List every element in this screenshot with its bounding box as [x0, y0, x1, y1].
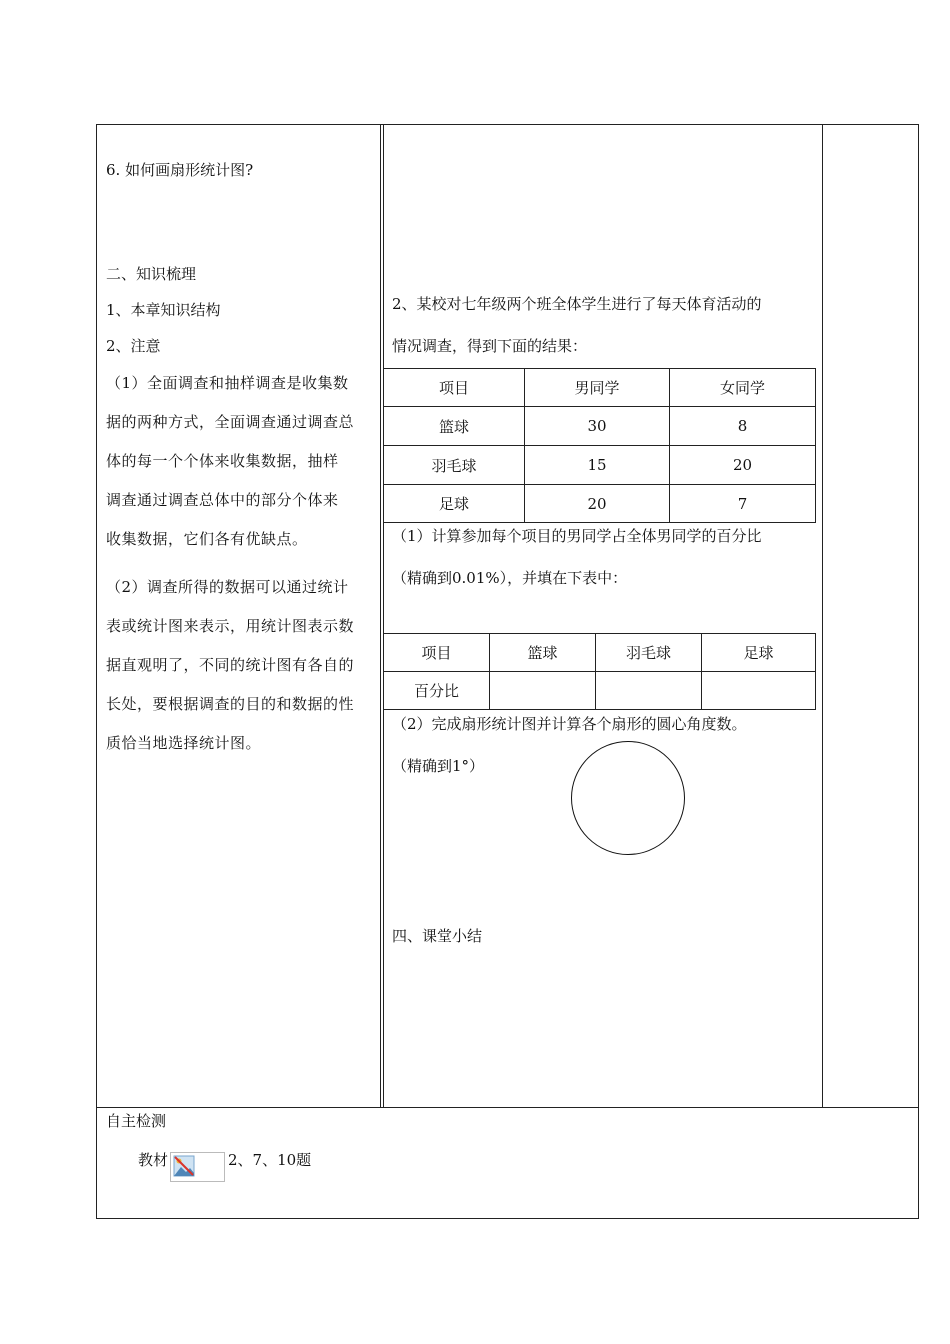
section-knowledge-title: 二、知识梳理	[106, 265, 197, 283]
column-divider-left-b	[383, 124, 384, 1108]
note-1-paragraph	[106, 364, 354, 559]
table-row-label: 百分比	[384, 672, 490, 710]
percentage-cell-basketball[interactable]	[490, 672, 596, 710]
table-header-cell: 篮球	[490, 634, 596, 672]
table-row	[384, 446, 816, 485]
item-notes: 2、注意	[106, 337, 161, 355]
table-cell: 羽毛球	[384, 446, 525, 485]
table-header-row	[384, 634, 816, 672]
subquestion-1-line-1: （1）计算参加每个项目的男同学占全体男同学的百分比	[392, 527, 762, 545]
percentage-table	[383, 633, 816, 710]
item-structure: 1、本章知识结构	[106, 301, 221, 319]
section-summary-title: 四、课堂小结	[392, 927, 483, 945]
note-1-line: 收集数据，它们各有优缺点。	[106, 530, 308, 548]
table-cell: 30	[525, 407, 670, 446]
table-cell: 8	[670, 407, 816, 446]
table-row	[384, 672, 816, 710]
note-2-paragraph	[106, 568, 354, 763]
table-cell: 20	[670, 446, 816, 485]
self-check-title: 自主检测	[106, 1112, 167, 1130]
table-cell: 15	[525, 446, 670, 485]
subquestion-2-line-2: （精确到1°）	[392, 757, 485, 775]
table-cell: 篮球	[384, 407, 525, 446]
question-6: 6. 如何画扇形统计图?	[106, 161, 254, 179]
table-cell: 7	[670, 485, 816, 523]
subquestion-2-line-1: （2）完成扇形统计图并计算各个扇形的圆心角度数。	[392, 715, 747, 733]
textbook-problems: 2、7、10题	[228, 1151, 312, 1169]
column-divider-left-a	[380, 124, 381, 1108]
note-2-line: 长处，要根据调查的目的和数据的性	[106, 695, 355, 713]
table-header-cell: 项目	[384, 634, 490, 672]
question-2-line-2: 情况调查，得到下面的结果：	[392, 337, 588, 355]
subquestion-1-line-2: （精确到0.01%），并填在下表中：	[392, 569, 628, 587]
note-2-line: 表或统计图来表示，用统计图表示数	[106, 617, 355, 635]
row-divider	[96, 1107, 919, 1108]
table-header-cell: 女同学	[670, 369, 816, 407]
note-2-line: 质恰当地选择统计图。	[106, 734, 262, 752]
textbook-prefix: 教材	[138, 1151, 169, 1169]
note-1-line: 体的每一个个体来收集数据，抽样	[106, 452, 339, 470]
percentage-cell-badminton[interactable]	[596, 672, 702, 710]
question-2-line-1: 2、某校对七年级两个班全体学生进行了每天体育活动的	[392, 295, 762, 313]
table-header-row	[384, 369, 816, 407]
note-1-line: 据的两种方式，全面调查通过调查总	[106, 413, 355, 431]
broken-image-icon-graphic	[173, 1155, 195, 1177]
note-1-line: （1）全面调查和抽样调查是收集数	[106, 374, 349, 392]
broken-image-icon	[170, 1152, 225, 1182]
table-header-cell: 男同学	[525, 369, 670, 407]
table-header-cell: 项目	[384, 369, 525, 407]
note-1-line: 调查通过调查总体中的部分个体来	[106, 491, 339, 509]
column-divider-right	[822, 124, 823, 1108]
table-row	[384, 485, 816, 523]
table-header-cell: 羽毛球	[596, 634, 702, 672]
percentage-cell-football[interactable]	[702, 672, 816, 710]
table-row	[384, 407, 816, 446]
survey-results-table	[383, 368, 816, 523]
pie-chart-circle	[571, 741, 685, 855]
table-cell: 20	[525, 485, 670, 523]
note-2-line: （2）调查所得的数据可以通过统计	[106, 578, 349, 596]
note-2-line: 据直观明了，不同的统计图有各自的	[106, 656, 355, 674]
table-cell: 足球	[384, 485, 525, 523]
table-header-cell: 足球	[702, 634, 816, 672]
